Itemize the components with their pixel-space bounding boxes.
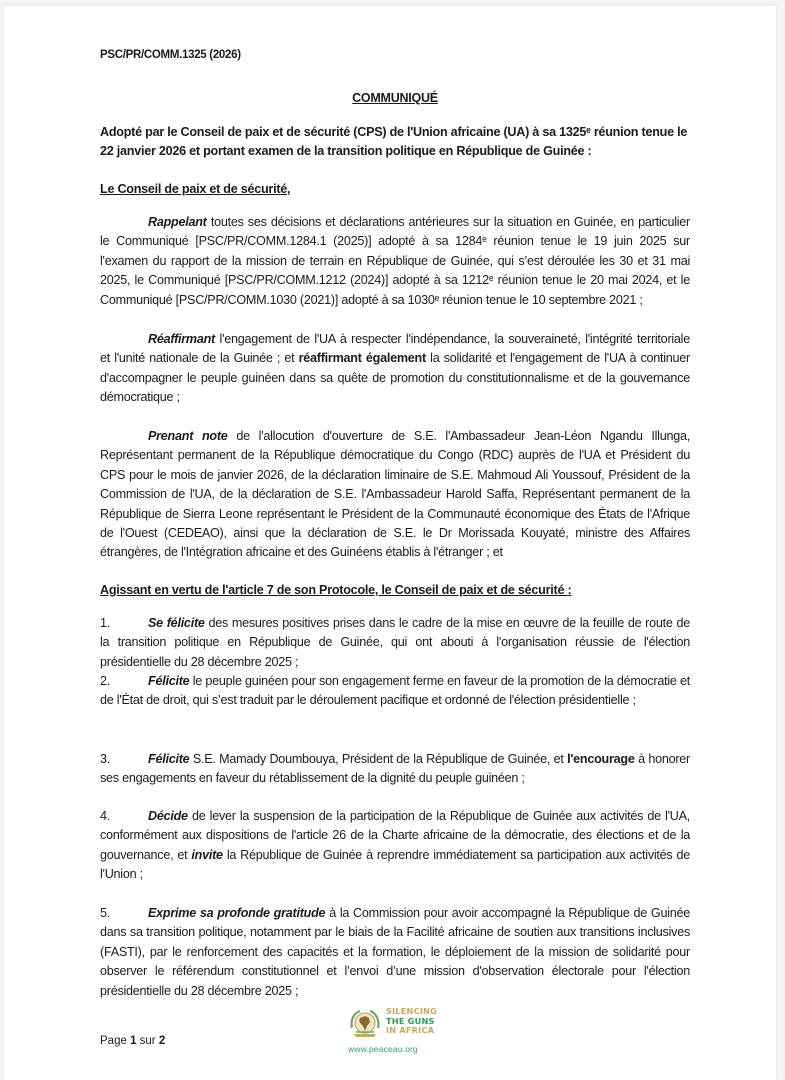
silencing-the-guns-logo — [348, 1006, 458, 1056]
operative-paragraph — [100, 807, 690, 885]
paragraph-lead: Exprime sa profonde gratitude — [148, 906, 326, 920]
paragraph-emphasis: invite — [191, 847, 223, 862]
operative-paragraph — [100, 614, 690, 672]
logo-line-3: IN AFRICA — [386, 1025, 435, 1036]
page-number — [100, 1035, 165, 1047]
paragraph-lead: Rappelant — [148, 215, 207, 229]
paragraph-text: à honorer ses engagements en faveur du rétablissement de la dignité du peuple guinéen ; — [100, 752, 690, 786]
paragraph-lead: Félicite — [148, 674, 190, 688]
paragraph-text: de lever la suspension de la participation de la République de Guinée aux activités de l'UA, conformément aux dispositions de l'article 26 de la Charte africaine de la démocratie, des élections et de la gouvernance, et — [100, 809, 690, 862]
paragraph-emphasis: réaffirmant également — [298, 351, 426, 366]
paragraph-emphasis: l'encourage — [567, 752, 635, 766]
logo-wordmark — [386, 1007, 437, 1036]
logo-url: www.peaceau.org — [348, 1044, 418, 1054]
paragraph-text: S.E. Mamady Doumbouya, Président de la République de Guinée, et — [189, 752, 568, 766]
operative-paragraph — [100, 904, 690, 1001]
paragraph-text: la République de Guinée à reprendre immédiatement sa participation aux activités de l'Union ; — [100, 847, 690, 882]
operative-paragraph — [100, 750, 690, 789]
paragraph-lead: Prenant note — [148, 429, 228, 443]
document-intro: Adopté par le Conseil de paix et de sécurité (CPS) de l'Union africaine (UA) à sa 1325ᵉ réunion tenue le 22 janvier 2026 et portant examen de la transition politique en République de Guinée : — [100, 125, 688, 159]
preamble-paragraph — [100, 330, 690, 408]
document-reference: PSC/PR/COMM.1325 (2026) — [100, 49, 241, 61]
page-current: 1 — [130, 1035, 137, 1047]
page-label: Page — [100, 1035, 131, 1047]
paragraph-text: la solidarité et l'engagement de l'UA à continuer d'accompagner le peuple guinéen dans sa quête de promotion du constitutionnalisme et de la gouvernance démocratique ; — [100, 351, 691, 405]
operative-paragraph — [100, 672, 690, 711]
au-emblem-icon — [348, 1008, 382, 1042]
paragraph-number: 3. — [100, 752, 111, 766]
paragraph-text: de l'allocution d'ouverture de S.E. l'Ambassadeur Jean-Léon Ngandu Illunga, Représentant permanent de la République démocratique du Congo (RDC) auprès de l'UA et Président du CPS pour le mois de janvier 2026, de la déclaration liminaire de S.E. Mahmoud Ali Youssouf, Président de la Commission de l'UA, de la déclaration de S.E. l'Ambassadeur Harold Saffa, Représentant permanent de la République de Sierra Leone représentant le Président de la Communauté économique des États de l'Afrique de l'Ouest (CEDEAO), ainsi que la déclaration de S.E. le Dr Morissada Kouyaté, ministre des Affaires étrangères, de l'Intégration africaine et des Guinéens établis à l'étranger ; et — [100, 429, 690, 560]
document-title: COMMUNIQUÉ — [352, 91, 438, 105]
page-separator: sur — [136, 1035, 159, 1047]
paragraph-text: toutes ses décisions et déclarations antérieures sur la situation en Guinée, en particulier le Communiqué [PSC/PR/COMM.1284.1 (2025)] adopté à sa 1284ᵉ réunion tenue le 19 juin 2025 sur l'examen du rapport de la mission de terrain en République de Guinée, qui s’est déroulée les 30 et 31 mai 2025, le Communiqué [PSC/PR/COMM.1212 (2024)] adopté à sa 1212ᵉ réunion tenue le 20 mai 2024, et le Communiqué [PSC/PR/COMM.1030 (2021)] adopté à sa 1030ᵉ réunion tenue le 10 septembre 2021 ; — [100, 215, 690, 307]
paragraph-number: 1. — [100, 616, 111, 630]
paragraph-lead: Réaffirmant — [148, 332, 216, 346]
acting-heading: Agissant en vertu de l'article 7 de son Protocole, le Conseil de paix et de sécurité : — [100, 583, 572, 597]
paragraph-text: l'engagement de l'UA à respecter l'indépendance, la souveraineté, l'intégrité territoriale et l'unité nationale de la Guinée ; et — [100, 332, 690, 366]
paragraph-lead: Félicite — [148, 752, 190, 766]
preamble-paragraph — [100, 427, 690, 563]
paragraph-number: 4. — [100, 809, 111, 823]
paragraph-lead: Se félicite — [148, 616, 205, 630]
paragraph-lead: Décide — [148, 809, 188, 823]
council-heading: Le Conseil de paix et de sécurité, — [100, 182, 291, 196]
paragraph-text: des mesures positives prises dans le cadre de la mise en œuvre de la feuille de route de la transition politique en République de Guinée, qui ont abouti à l'organisation réussie de l'élection présidentielle du 28 décembre 2025 ; — [100, 616, 690, 669]
paragraph-number: 5. — [100, 906, 111, 920]
preamble-paragraph — [100, 213, 690, 310]
document-page — [4, 6, 776, 1080]
paragraph-number: 2. — [100, 674, 111, 688]
paragraph-text: à la Commission pour avoir accompagné la République de Guinée dans sa transition politique, notamment par le biais de la Facilité africaine de soutien aux transitions inclusives (FASTI), par le renforcement des capacités et la formation, le déploiement de la mission de solidarité pour observer le référendum constitutionnel et l’envoi d’une mission d'observation électorale pour l'élection présidentielle du 28 décembre 2025 ; — [100, 906, 691, 998]
logo-line-1: SILENCING — [386, 1006, 438, 1016]
paragraph-text: le peuple guinéen pour son engagement ferme en faveur de la promotion de la démocratie et de l'État de droit, qui s’est traduit par le déroulement pacifique et ordonné de l'élection présidentielle ; — [100, 674, 690, 708]
logo-line-2: THE GUNS — [386, 1015, 435, 1026]
page-total: 2 — [158, 1035, 166, 1047]
